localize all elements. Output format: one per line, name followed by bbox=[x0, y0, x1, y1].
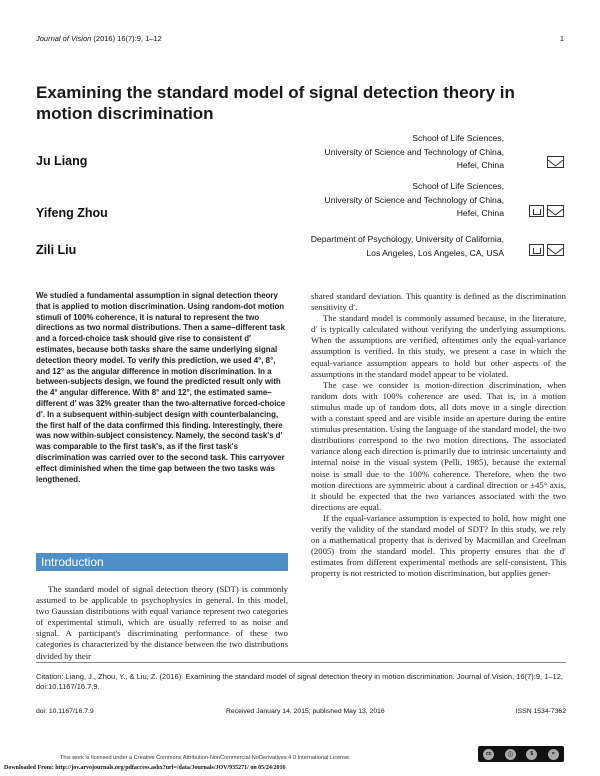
body-column-right bbox=[311, 291, 566, 579]
author-contact-icons bbox=[547, 156, 564, 168]
by-icon: ⓘ bbox=[505, 749, 516, 760]
mail-icon[interactable] bbox=[547, 156, 564, 168]
journal-name: Journal of Vision bbox=[36, 34, 92, 43]
author-affiliation bbox=[325, 180, 504, 221]
author-affiliation bbox=[311, 233, 504, 260]
author-name: Yifeng Zhou bbox=[36, 206, 108, 220]
mail-icon[interactable] bbox=[547, 244, 564, 256]
received-dates: Received January 14, 2015; published May 13, 2016 bbox=[226, 708, 385, 715]
author-contact-icons bbox=[529, 244, 564, 256]
affiliation-line: Department of Psychology, University of California, bbox=[310, 234, 504, 244]
issn: ISSN 1534-7362 bbox=[515, 708, 566, 715]
license-text: This work is licensed under a Creative Commons Attribution-NonCommercial-NoDerivatives 4.0 International License. bbox=[60, 755, 351, 761]
paragraph: The case we consider is motion-direction discrimination, when random dots with 100% coherence are used. That is, in a motion stimulus made up of random dots, all dots move in a single direction with a constant speed and are visible inside an aperture during the entire stimulus presentation. Using the language of the standard model, the two distributions correspond to the two motion directions. The associated variance along each direction is primarily due to intrinsic uncertainty and internal noise in the visual system (Pelli, 1985), because the external noise is small due to the 100% coherence. Therefore, when the two motion directions are symmetric about a cardinal direction or ±45° axis, it should be expected that the two variances associated with the two directions are equal. bbox=[311, 379, 566, 512]
paragraph: If the equal-variance assumption is expected to hold, how might one verify the validity of the standard model of SDT? In this study, we rely on a mathematical property that is derived by Macmillan and Creelman (2005) from the standard model. This property ensures that the d′ estimates from different experimental methods are self-consistent. This property is not restricted to motion discrimination, but applies gener- bbox=[311, 512, 566, 579]
download-stamp: Downloaded From: http://jov.arvojournals.org/pdfaccess.ashx?url=/data/Journals/JOV/935271/ on 05/24/2016 bbox=[4, 765, 286, 771]
nc-icon: $ bbox=[526, 749, 537, 760]
affiliation-line: School of Life Sciences, bbox=[412, 181, 504, 191]
paragraph: shared standard deviation. This quantity is defined as the discrimination sensitivity d′. bbox=[311, 291, 566, 313]
paragraph: The standard model of signal detection theory (SDT) is commonly assumed to be applicable to psychophysics in general. In this model, two Gaussian distributions with equal variance represent two categories of experimental stimuli, which are usually referred to as noise and signal. A participant's discriminating performance of these two categories is characterized by the distance between the two distributions divided by their bbox=[36, 584, 288, 661]
author-affiliation bbox=[325, 132, 504, 173]
page-number: 1 bbox=[559, 34, 564, 43]
affiliation-line: University of Science and Technology of China, bbox=[324, 146, 504, 157]
footer-divider bbox=[36, 662, 566, 663]
author-name: Ju Liang bbox=[36, 154, 88, 168]
body-column-left bbox=[36, 584, 288, 662]
home-icon[interactable] bbox=[529, 244, 544, 256]
affiliation-line: Hefei, China bbox=[456, 160, 504, 170]
nd-icon: = bbox=[548, 749, 559, 760]
affiliation-line: Los Angeles, Los Angeles, CA, USA bbox=[366, 247, 504, 258]
header-citation: (2016) 16(7):9, 1–12 bbox=[93, 34, 162, 43]
author-name: Zili Liu bbox=[36, 243, 77, 257]
mail-icon[interactable] bbox=[547, 205, 564, 217]
citation: Citation: Liang, J., Zhou, Y., & Liu, Z. (2016). Examining the standard model of signal detection theory in motion discrimination. Journal of Vision, 16(7):9, 1–12, doi:10.1167/16.7.9. bbox=[36, 672, 563, 691]
paragraph: The standard model is commonly assumed because, in the literature, d′ is typically calculated without verifying the underlying assumptions. When the assumptions are verified, oftentimes only the equal-variance assumption is verified. In this study, we present a case in which the equal-variance assumption appears to hold but other aspects of the assumptions in the standard model appear to be violated. bbox=[311, 313, 566, 379]
home-icon[interactable] bbox=[529, 205, 544, 217]
running-header bbox=[36, 34, 162, 43]
section-heading-introduction: Introduction bbox=[36, 553, 288, 571]
affiliation-line: University of Science and Technology of China, bbox=[324, 194, 504, 205]
doi: doi: 10.1167/16.7.9 bbox=[36, 708, 94, 715]
cc-license-badge[interactable] bbox=[478, 746, 564, 762]
cc-icon: cc bbox=[483, 749, 494, 760]
author-contact-icons bbox=[529, 205, 564, 217]
affiliation-line: School of Life Sciences, bbox=[412, 133, 504, 143]
abstract: We studied a fundamental assumption in signal detection theory that is applied to motion discrimination. Using random-dot motion stimuli of 100% coherence, it is natural to represent the two directions as two normal distributions. Then a same–different task and a forced-choice task should give rise to consistent d′ estimates, because both tasks share the same underlying signal detection theory model. To verify this prediction, we used 4°, 8°, and 12° as the angular difference in motion discrimination. In a between-subjects design, we found the predicted result only with the 4° angular difference. With 8° and 12°, the estimated same–different d′ was 32% greater than the two-alternative forced-choice d′. In a subsequent within-subject design with counterbalancing, the first half of the data confirmed this finding. Interestingly, there was now within-subject consistency. Namely, the second task's d′ was comparable to the first task's, as if the first task's discrimination was carried over to the second task. This carryover effect diminished when the time gap between the two tasks was lengthened. bbox=[36, 291, 286, 484]
affiliation-line: Hefei, China bbox=[456, 208, 504, 218]
article-title: Examining the standard model of signal detection theory in motion discrimination bbox=[36, 83, 515, 123]
